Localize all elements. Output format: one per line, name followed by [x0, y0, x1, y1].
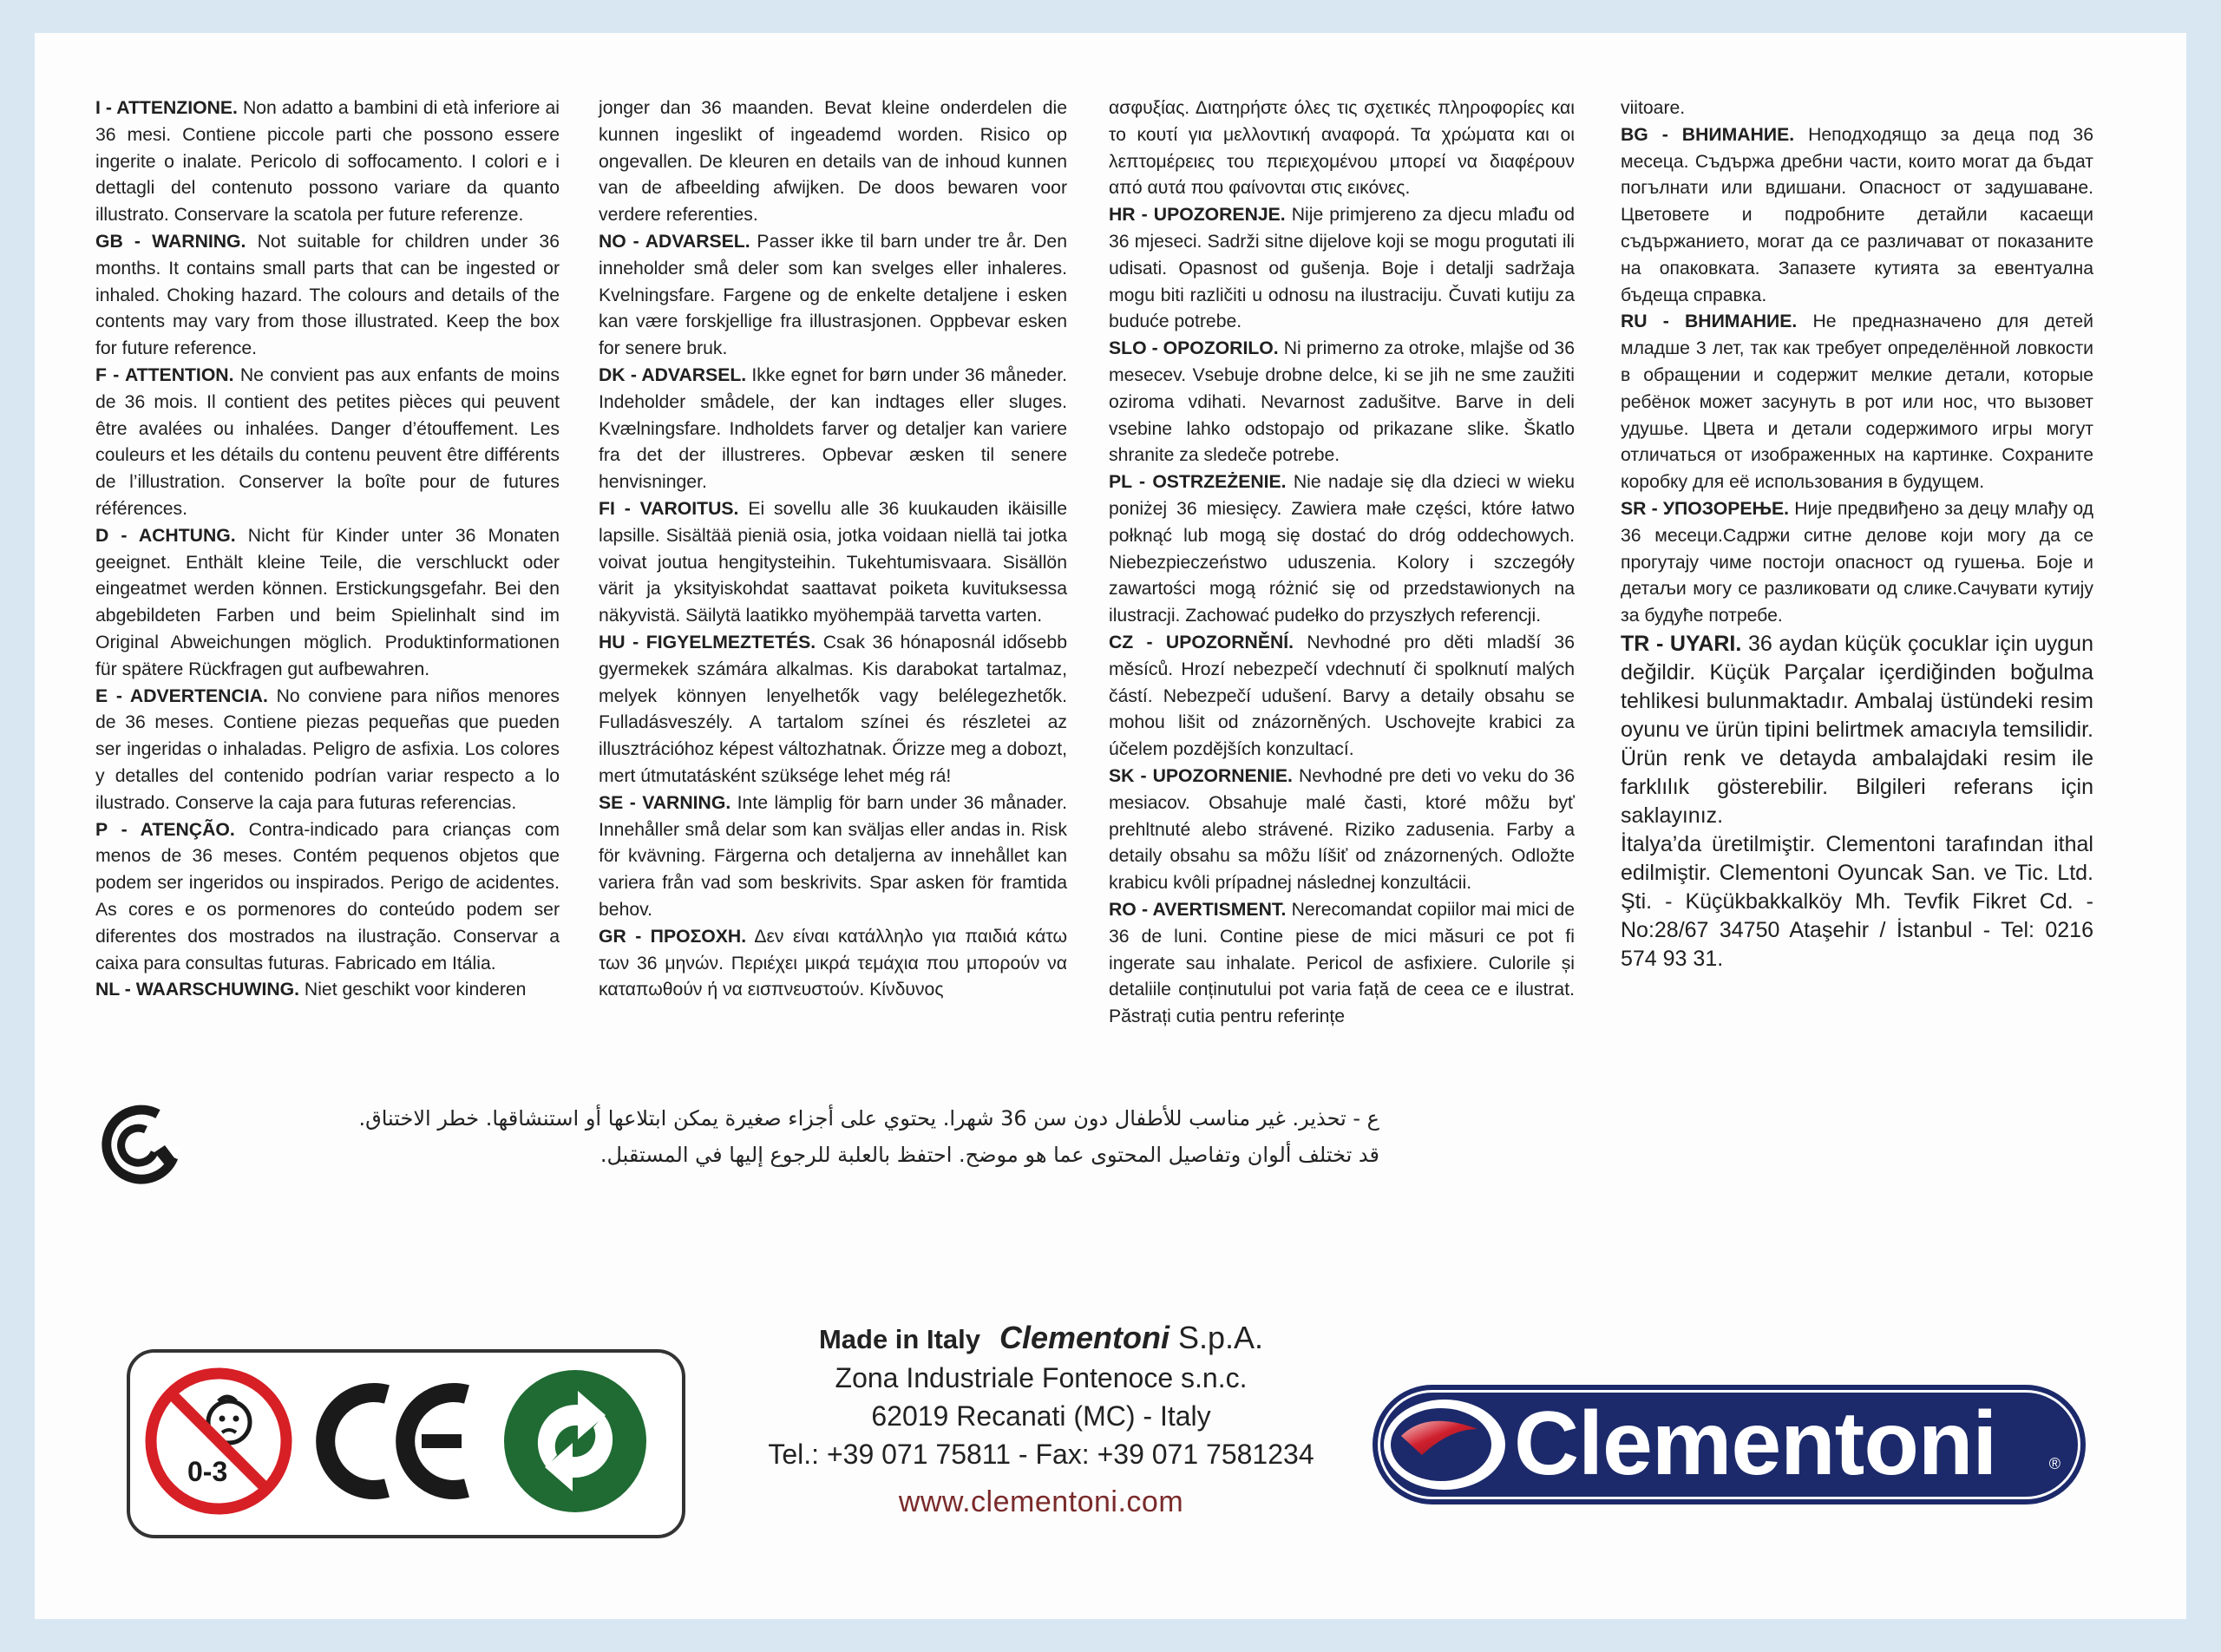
warning-text: viitoare. [1621, 98, 1686, 118]
warning-text: Nije primjereno za djecu mlađu od 36 mjeseci. Sadrži sitne dijelove koji se mogu progutati ili udisati. Opasnost od gušenja. Boje i detalji sadržaja mogu biti različiti u odnosu na ilustraciju. Čuvati kutiju za buduće potrebe. [1109, 205, 1575, 332]
warning-code: HU - FIGYELMEZTETÉS. [599, 632, 816, 652]
made-in-label: Made in Italy [818, 1324, 980, 1354]
warning-entry [95, 523, 560, 684]
choking-hazard-icon [90, 1095, 187, 1192]
warnings-column-1 [95, 95, 560, 1004]
warning-entry [95, 817, 560, 978]
warning-code: NL - WAARSCHUWING. [95, 980, 300, 1000]
warnings-column-4 [1621, 95, 2093, 974]
warning-entry [95, 95, 560, 229]
warning-text: Niet geschikt voor kinderen [299, 980, 527, 1000]
warning-text: Contra-indicado para crianças com menos de 36 meses. Contém pequenos objetos que podem ser ingeridos ou inspirados. Perigo de acidentes. As cores e os pormenores do conteúdo podem ser diferentes dos mostrados na ilustração. Conservar a caixa para consultas futuras. Fabricado em Itália. [95, 819, 560, 974]
warning-entry [1109, 469, 1575, 630]
warning-entry [95, 363, 560, 523]
warning-text: Ne convient pas aux enfants de moins de 36 mois. Il contient des petites pièces qui peuvent être avalées ou inhalées. Danger d’étouffement. Les couleurs et les détails du contenu peuvent être différents de l’illustration. Conserver la boîte pour de futures références. [95, 364, 560, 519]
warnings-list [1621, 95, 2093, 630]
warning-text: Неподходящо за деца под 36 месеца. Съдържа дребни части, които могат да бъдат погълнати или вдишани. Опасност от задушаване. Цветовете и подробните детайли касаещи съдържанието, могат да се различават от показаните на опаковката. Запазете кутията за евентуална бъдеща справка. [1621, 124, 2093, 305]
warning-entry [95, 977, 560, 1004]
warnings-column-2 [599, 95, 1067, 1004]
warning-text: ασφυξίας. Διατηρήστε όλες τις σχετικές πληροφορίες και το κουτί για μελλοντική αναφορά. Τα χρώματα και οι λεπτομέρειες του περιεχομένου μπορεί να διαφέρουν από αυτά που φαίνονται στις εικόνες. [1109, 98, 1575, 199]
company-info [711, 1319, 1371, 1522]
warning-entry [599, 630, 1067, 790]
warning-entry [599, 924, 1067, 1004]
warning-entry [599, 790, 1067, 924]
made-in-row [711, 1319, 1371, 1359]
arabic-warning [200, 1100, 1379, 1173]
address-line-2: 62019 Recanati (MC) - Italy [871, 1400, 1211, 1432]
warning-entry [1109, 95, 1575, 202]
warning-text: Није предвиђено за децу млађу од 36 месеци.Садржи ситне делове који могу да се прогутају чиме постоји опасност од гушења. Боје и детаљи могу се разликовати од слике.Сачувати кутију за будуће потребе. [1621, 498, 2094, 626]
warning-entry [1109, 336, 1575, 469]
importer-info: İtalya’da üretilmiştir. Clementoni tarafından ithal edilmiştir. Clementoni Oyuncak San. ve Tic. Ltd. Şti. - Küçükbakkalköy Mh. Tevfik Fikret Cd. - No:28/67 34750 Ataşehir / İstanbul - Tel: 0216 574 93 31. [1621, 831, 2093, 971]
warning-text: Ikke egnet for børn under 36 måneder. Indeholder smådele, der kan indtages eller sluges. Kvælningsfare. Indholdets farver og detaljer kan variere fra det der illustreres. Opbevar æsken til senere henvisninger. [599, 364, 1067, 493]
ce-mark-icon [314, 1365, 475, 1518]
warning-code: SR - УПОЗОРЕЊЕ. [1621, 498, 1790, 519]
warning-code: HR - UPOZORENJE. [1109, 205, 1286, 226]
clementoni-logo [1366, 1384, 2087, 1505]
warning-code: E - ADVERTENCIA. [95, 685, 268, 706]
warning-entry [599, 229, 1067, 363]
warning-code: RU - ВНИМАНИЕ. [1621, 311, 1798, 332]
warning-text: Csak 36 hónaposnál idősebb gyermekek számára alkalmas. Kis darabokat tartalmaz, melyek könnyen lenyelhetők vagy belélegezhetők. Fulladásveszély. A tartalom színei és részletei az illusztrációhoz képest változhatnak. Őrizze meg a dobozt, mert útmutatásként szüksége lehet még rá! [599, 632, 1067, 786]
warning-text: Nicht für Kinder unter 36 Monaten geeignet. Enthält kleine Teile, die verschluckt oder eingeatmet werden können. Erstickungsgefahr. Bei den abgebildeten Farben und beim Spielinhalt sind im Original Abweichungen möglich. Produktinformationen für spätere Rückfragen gut aufbewahren. [95, 525, 560, 679]
warning-code: TR - UYARI. [1621, 631, 1742, 656]
warning-text: Not suitable for children under 36 months. It contains small parts that can be ingested or inhaled. Choking hazard. The colours and details of the contents may vary from those illustrated. Keep the box for future reference. [95, 231, 560, 359]
warning-entry [95, 684, 560, 817]
warning-code: GR - ΠΡΟΣΟΧΗ. [599, 926, 747, 947]
warning-code: BG - ВНИМАНИЕ. [1621, 124, 1795, 145]
warning-entry [599, 363, 1067, 496]
warning-text: 36 aydan küçük çocuklar için uygun değildir. Küçük Parçalar içerdiğinden boğulma tehlikesi bulunmaktadır. Ambalaj üstündeki resim oyunu ve ürün tipini belirtmek amacıyla temsilidir. Ürün renk ve detayda ambalajdaki resim ile farklılık gösterebilir. Bilgileri referans için saklayınız. [1621, 631, 2093, 828]
warning-code: RO - AVERTISMENT. [1109, 899, 1287, 920]
warning-code: DK - ADVARSEL. [599, 364, 747, 385]
warning-entry [599, 496, 1067, 630]
registered-mark: ® [2048, 1455, 2060, 1472]
warning-text: Не предназначено для детей младше 3 лет, так как требует определённой ловкости в обращении и содержит мелкие детали, которые ребёнок может засунуть в рот или нос, что вызовет удушье. Цвета и детали содержимого игры могут отличаться от изображенных на картинке. Сохраните коробку для её использования в будущем. [1621, 311, 2093, 493]
warning-text: Ei sovellu alle 36 kuukauden ikäisille lapsille. Sisältää pieniä osia, jotka voidaan niellä tai jotka voivat joutua hengitysteihin. Tukehtumisvaara. Sisällön värit ja yksityiskohdat saattavat poiketa kuvituksessa näkyvistä. Säilytä laatikko myöhempää tarvetta varten. [599, 498, 1068, 626]
warning-text: Inte lämplig för barn under 36 månader. Innehåller små delar som kan sväljas eller andas in. Risk för kvävning. Färgerna och detaljerna av innehållet kan variera från vad som beskrivits. Spar asken för framtida behov. [599, 792, 1067, 920]
green-dot-icon [495, 1365, 656, 1518]
warning-text: Passer ikke til barn under tre år. Den inneholder små deler som kan svelges eller inhaleres. Kvelningsfare. Fargene og de enkelte detaljene i esken kan være forskjellige fra illustrasjonen. Oppbevar esken for senere bruk. [599, 231, 1067, 359]
warning-text: Nevhodné pre deti vo veku do 36 mesiacov. Obsahuje malé časti, ktoré môžu byť prehltnuté alebo strávené. Riziko zadusenia. Farby a detaily obsahu sa môžu líšiť od znázornených. Odložte krabicu kvôli prípadnej následnej konzultácii. [1109, 765, 1575, 894]
warning-entry [1621, 122, 2093, 310]
warning-entry [1621, 496, 2093, 630]
warning-entry [95, 229, 560, 363]
address-line-1: Zona Industriale Fontenoce s.n.c. [835, 1362, 1248, 1393]
warning-entry [1621, 95, 2093, 122]
warning-code: NO - ADVARSEL. [599, 231, 750, 252]
warning-text: Non adatto a bambini di età inferiore ai 36 mesi. Contiene piccole parti che possono essere ingerite o inalate. Pericolo di soffocamento. I colori e i dettagli del contenuto possono variare da quanto illustrato. Conservare la scatola per future referenze. [95, 98, 560, 226]
warning-entry [1109, 630, 1575, 764]
warning-entry [1109, 764, 1575, 897]
company-brand: Clementoni [999, 1320, 1169, 1355]
arabic-line-1: ع - تحذير. غير مناسب للأطفال دون سن 36 شهرا. يحتوي على أجزاء صغيرة يمكن ابتلاعها أو استنشاقها. خطر الاختناق. [358, 1106, 1379, 1131]
warning-code: SLO - OPOZORILO. [1109, 338, 1279, 359]
warning-code: D - ACHTUNG. [95, 525, 236, 546]
warning-entry [599, 95, 1067, 229]
warning-text: No conviene para niños menores de 36 meses. Contiene piezas pequeñas que pueden ser ingeridas o inhaladas. Peligro de asfixia. Los colores y detalles del contenido podrían variar respecto a lo ilustrado. Conserve la caja para futuras referencias. [95, 685, 560, 813]
warning-entry [1621, 309, 2093, 496]
warning-text: Ni primerno za otroke, mlajše od 36 mesecev. Vsebuje drobne delce, ki se jih ne sme zaužiti oziroma vdihati. Nevarnost zadušitve. Barve in deli vsebine lahko odstopajo od prikazane slike. Škatlo shranite za sledeče potrebe. [1109, 338, 1575, 466]
warning-text: Nerecomandat copiilor mai mici de 36 de luni. Contine piese de mici măsuri ce pot fi ingerate sau inhalate. Pericol de asfixiere. Culorile și detaliile conținutului pot varia față de ceea ce e ilustrat. Păstrați cutia pentru referințe [1109, 899, 1575, 1027]
age-label: 0-3 [187, 1456, 228, 1487]
company-suffix: S.p.A. [1169, 1320, 1264, 1355]
arabic-line-2: قد تختلف ألوان وتفاصيل المحتوى عما هو موضح. احتفظ بالعلبة للرجوع إليها في المستقبل. [599, 1143, 1379, 1167]
warning-entry [1109, 202, 1575, 336]
warning-code: GB - WARNING. [95, 231, 246, 252]
warning-entry-tr [1621, 630, 2093, 830]
warning-text: Δεν είναι κατάλληλο για παιδιά κάτω των 36 μηνών. Περιέχει μικρά τεμάχια που μπορούν να καταπωθούν ή να εισπνευστούν. Κίνδυνος [599, 926, 1067, 1000]
warning-code: PL - OSTRZEŻENIE. [1109, 472, 1287, 493]
warning-entry [1109, 897, 1575, 1031]
phone-fax: Tel.: +39 071 75811 - Fax: +39 071 7581234 [768, 1439, 1314, 1470]
warning-text: Nevhodné pro děti mladší 36 měsíců. Hrozí nebezpečí vdechnutí či spolknutí malých částí. Nebezpečí udušení. Barvy a detaily obsahu se mohou lišit od znázorněných. Uschovejte krabici za účelem pozdějších konzultací. [1109, 632, 1575, 760]
warning-code: P - ATENÇÃO. [95, 819, 235, 840]
logo-wordmark: Clementoni [1514, 1393, 1997, 1494]
warning-code: F - ATTENTION. [95, 364, 234, 385]
safety-symbols-box [127, 1349, 685, 1538]
website-link[interactable]: www.clementoni.com [898, 1485, 1184, 1518]
warning-code: CZ - UPOZORNĚNÍ. [1109, 632, 1294, 652]
age-warning-icon [142, 1365, 295, 1518]
warning-code: I - ATTENZIONE. [95, 98, 238, 118]
warning-text: jonger dan 36 maanden. Bevat kleine onderdelen die kunnen ingeslikt of ingeademd worden. Risico op ongevallen. De kleuren en details van de inhoud kunnen van de afbeelding afwijken. De doos bewaren voor verdere referenties. [599, 98, 1067, 226]
warning-code: SE - VARNING. [599, 792, 731, 813]
warnings-column-3 [1109, 95, 1575, 1031]
warning-code: FI - VAROITUS. [599, 498, 739, 519]
warning-text: Nie nadaje się dla dzieci w wieku poniżej 36 miesięcy. Zawiera małe części, które łatwo połknąć lub mogą się dostać do dróg oddechowych. Niebezpieczeństwo uduszenia. Kolory i szczegóły zawartości mogą różnić się od przedstawionych na ilustracji. Zachować pudełko do przyszłych referencji. [1109, 472, 1575, 626]
warning-code: SK - UPOZORNENIE. [1109, 765, 1293, 786]
